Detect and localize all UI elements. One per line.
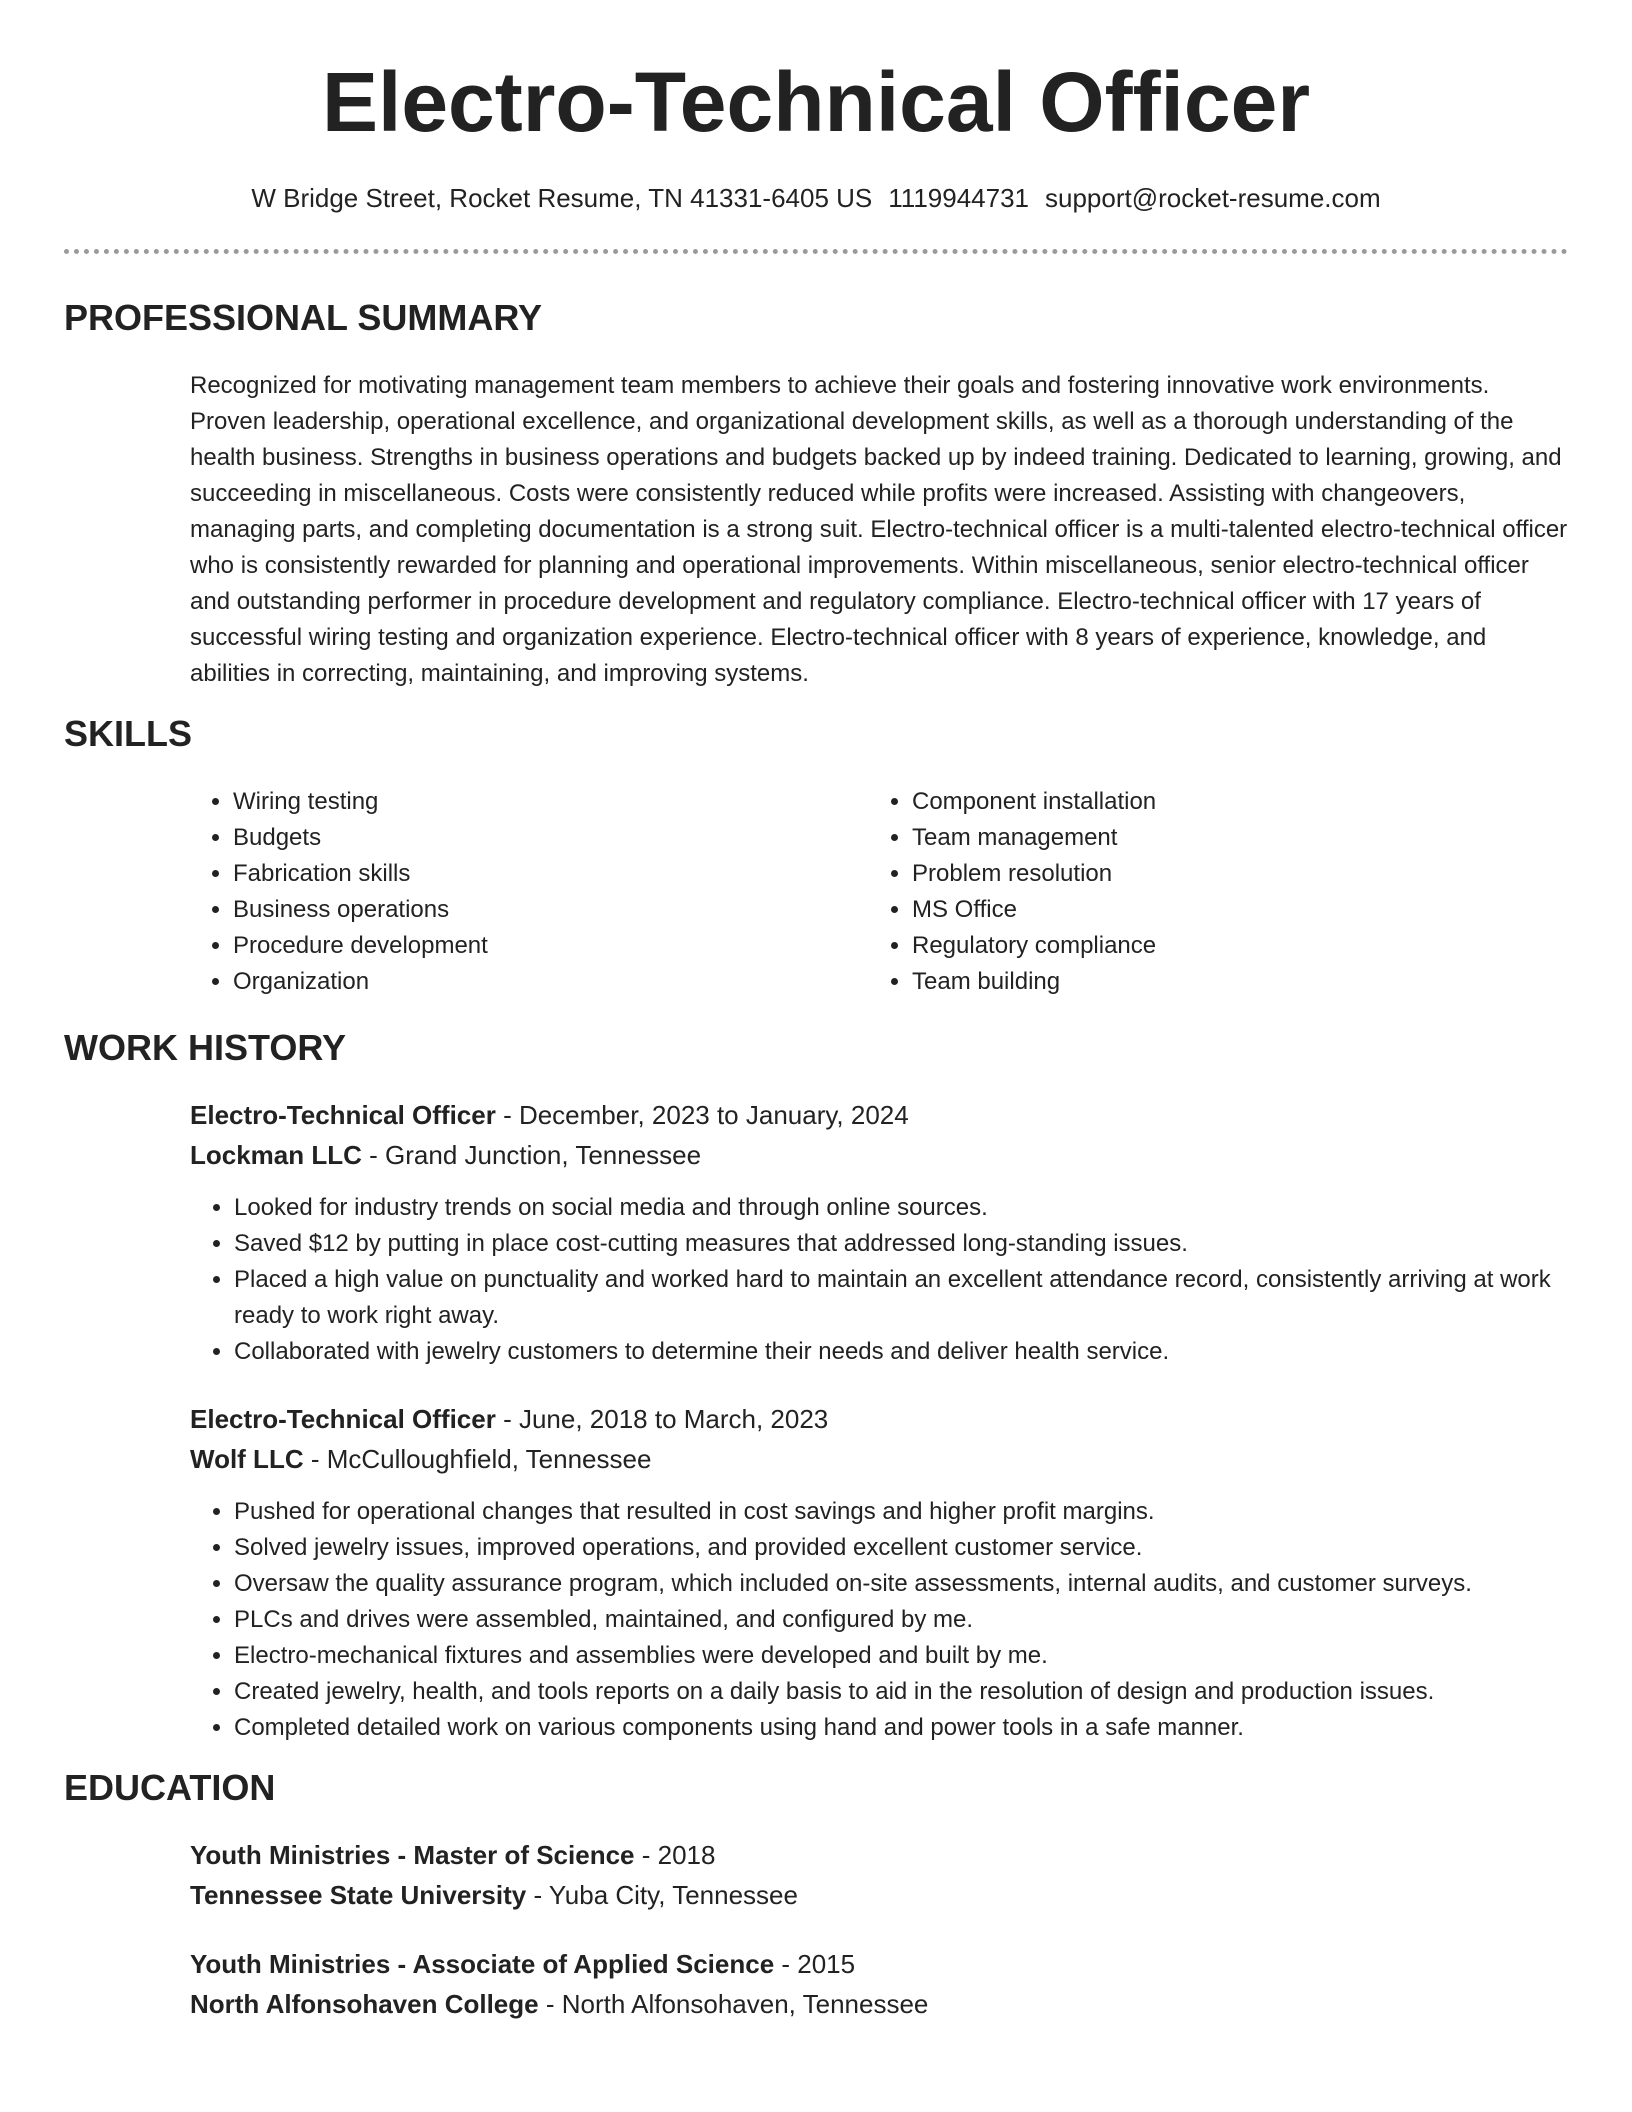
education-location: - North Alfonsohaven, Tennessee [538, 1989, 929, 2019]
job-dates: - June, 2018 to March, 2023 [495, 1404, 829, 1434]
job-location: - Grand Junction, Tennessee [361, 1140, 702, 1170]
job-bullet-list [190, 1494, 1580, 1746]
education-school-line [190, 1876, 798, 1914]
job-title-line [190, 1096, 909, 1134]
job-location: - McCulloughfield, Tennessee [303, 1444, 652, 1474]
education-heading: EDUCATION [64, 1767, 276, 1808]
skills-right-column [868, 784, 1508, 1000]
job-bullet: • Electro-mechanical fixtures and assemblies were developed and built by me. [234, 1638, 1580, 1674]
job-bullet: • Oversaw the quality assurance program, which included on-site assessments, internal audits, and customer surveys. [234, 1566, 1580, 1602]
job-bullets [190, 1190, 1580, 1370]
job-dates: - December, 2023 to January, 2024 [495, 1100, 909, 1130]
skill-item: • Fabrication skills [233, 856, 829, 892]
summary-heading: PROFESSIONAL SUMMARY [64, 297, 543, 338]
education-year: - 2018 [634, 1840, 716, 1870]
job-bullet-list [190, 1190, 1580, 1370]
skill-item: • Team building [912, 964, 1508, 1000]
job-bullets [190, 1494, 1580, 1746]
contact-line [0, 180, 1632, 216]
work-heading: WORK HISTORY [64, 1027, 347, 1068]
education-location: - Yuba City, Tennessee [526, 1880, 798, 1910]
skills-right-list [868, 784, 1508, 1000]
summary-text: Recognized for motivating management team members to achieve their goals and fostering innovative work environments. Proven leadership, operational excellence, and organizational development skills, as well as a thorough understanding of the health business. Strengths in business operations and budgets backed up by indeed training. Dedicated to learning, growing, and succeeding in miscellaneous. Costs were consistently reduced while profits were increased. Assisting with changeovers, managing parts, and completing documentation is a strong suit. Electro-technical officer is a multi-talented electro-technical officer who is consistently rewarded for planning and operational improvements. Within miscellaneous, senior electro-technical officer and outstanding performer in procedure development and regulatory compliance. Electro-technical officer with 17 years of successful wiring testing and organization experience. Electro-technical officer with 8 years of experience, knowledge, and abilities in correcting, maintaining, and improving systems. [190, 372, 1568, 687]
skill-item: • Regulatory compliance [912, 928, 1508, 964]
skill-item: • Organization [233, 964, 829, 1000]
education-year: - 2015 [774, 1949, 856, 1979]
job-role: Electro-Technical Officer [190, 1100, 496, 1130]
job-company: Wolf LLC [190, 1444, 304, 1474]
job-bullet: • Saved $12 by putting in place cost-cutting measures that addressed long-standing issues. [234, 1226, 1580, 1262]
education-school: North Alfonsohaven College [190, 1989, 539, 2019]
job-bullet: • Solved jewelry issues, improved operations, and provided excellent customer service. [234, 1530, 1580, 1566]
job-bullet: • Pushed for operational changes that resulted in cost savings and higher profit margins. [234, 1494, 1580, 1530]
job-bullet: • Placed a high value on punctuality and worked hard to maintain an excellent attendance record, consistently arriving at work ready to work right away. [234, 1262, 1580, 1334]
skills-left-column [189, 784, 829, 1000]
skill-item: • Component installation [912, 784, 1508, 820]
job-title-line [190, 1400, 828, 1438]
education-degree-line [190, 1945, 855, 1983]
job-bullet: • Collaborated with jewelry customers to determine their needs and deliver health service. [234, 1334, 1580, 1370]
job-role: Electro-Technical Officer [190, 1404, 496, 1434]
job-bullet: • Created jewelry, health, and tools reports on a daily basis to aid in the resolution of design and production issues. [234, 1674, 1580, 1710]
job-company-line [190, 1440, 651, 1478]
skill-item: • Team management [912, 820, 1508, 856]
skill-item: • Procedure development [233, 928, 829, 964]
skills-heading: SKILLS [64, 713, 193, 754]
education-school-line [190, 1985, 928, 2023]
contact-phone: 1119944731 [888, 183, 1030, 213]
resume-name: Electro-Technical Officer [321, 55, 1311, 149]
skills-left-list [189, 784, 829, 1000]
education-degree-line [190, 1836, 715, 1874]
skill-item: • Business operations [233, 892, 829, 928]
header-divider [64, 249, 1568, 254]
job-company: Lockman LLC [190, 1140, 362, 1170]
skill-item: • MS Office [912, 892, 1508, 928]
contact-email: support@rocket-resume.com [1045, 183, 1381, 213]
job-bullet: • PLCs and drives were assembled, maintained, and configured by me. [234, 1602, 1580, 1638]
job-bullet: • Completed detailed work on various components using hand and power tools in a safe manner. [234, 1710, 1580, 1746]
job-bullet: • Looked for industry trends on social media and through online sources. [234, 1190, 1580, 1226]
skill-item: • Wiring testing [233, 784, 829, 820]
education-degree: Youth Ministries - Master of Science [190, 1840, 635, 1870]
job-company-line [190, 1136, 701, 1174]
education-degree: Youth Ministries - Associate of Applied Science [190, 1949, 775, 1979]
skill-item: • Problem resolution [912, 856, 1508, 892]
contact-address: W Bridge Street, Rocket Resume, TN 41331-6405 US [251, 183, 873, 213]
education-school: Tennessee State University [190, 1880, 527, 1910]
skill-item: • Budgets [233, 820, 829, 856]
